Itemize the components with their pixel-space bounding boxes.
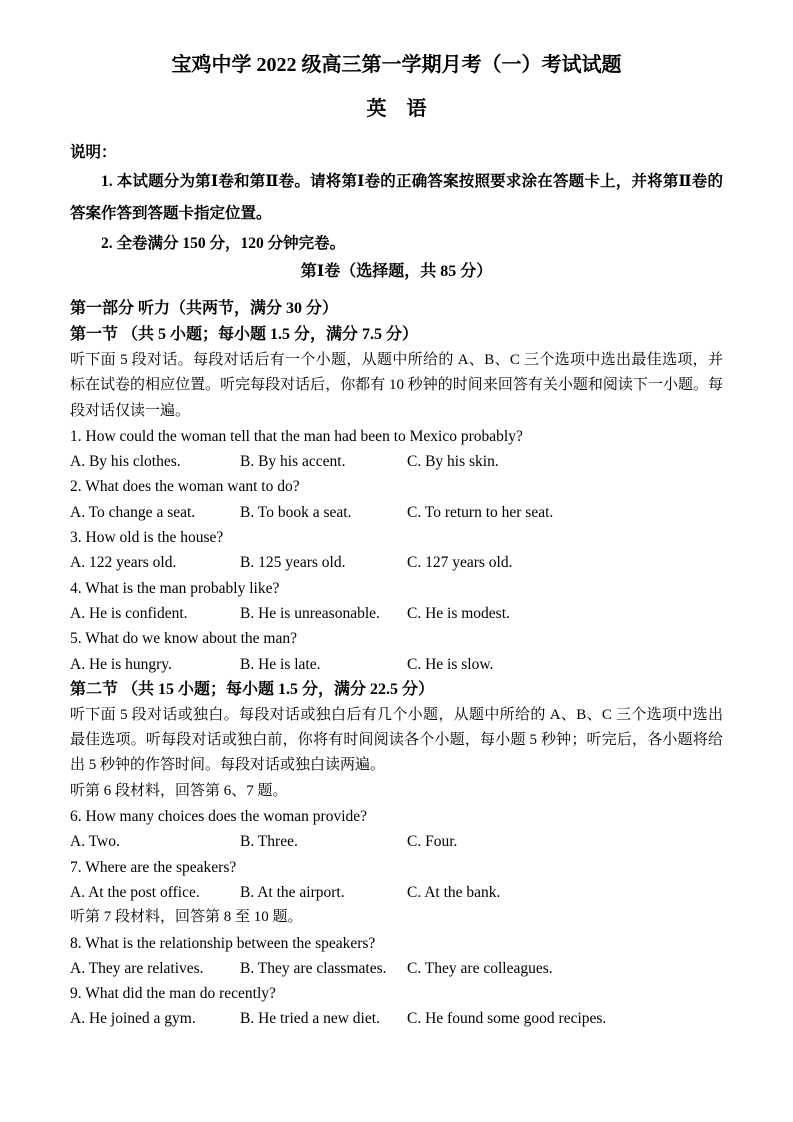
option-c: C. He found some good recipes. [407,1010,607,1028]
options-row [70,880,723,905]
option-a: A. He is hungry. [70,655,172,673]
option-a: A. He joined a gym. [70,1010,196,1028]
instruction-item-2: 2. 全卷满分 150 分，120 分钟完卷。 [101,235,346,252]
option-a: A. By his clothes. [70,453,181,471]
question-4 [70,576,723,627]
options-row [70,550,723,575]
option-c: C. To return to her seat. [407,503,554,521]
volume1-header: 第Ⅰ卷（选择题，共 85 分） [300,263,493,280]
instruction-item-1: 1. 本试题分为第Ⅰ卷和第Ⅱ卷。请将第Ⅰ卷的正确答案按照要求涂在答题卡上，并将第Ⅱ卷的答案作答到答题卡指定位置。 [70,173,723,222]
question-5 [70,626,723,677]
option-b: B. 125 years old. [240,554,346,572]
section2-heading: 第二节 （共 15 小题；每小题 1.5 分，满分 22.5 分） [70,680,435,698]
question-2 [70,474,723,525]
option-c: C. 127 years old. [407,554,513,572]
material-note-6: 听第 6 段材料，回答第 6、7 题。 [70,782,288,799]
question-text: 5. What do we know about the man? [70,630,297,648]
option-a: A. They are relatives. [70,959,204,977]
option-a: A. To change a seat. [70,503,196,521]
section1-heading: 第一节 （共 5 小题；每小题 1.5 分，满分 7.5 分） [70,326,419,343]
material-note-7: 听第 7 段材料，回答第 8 至 10 题。 [70,909,303,926]
option-b: B. They are classmates. [240,959,387,977]
question-text: 8. What is the relationship between the speakers? [70,934,376,952]
options-row [70,829,723,854]
option-a: A. He is confident. [70,604,188,622]
option-c: C. By his skin. [407,453,499,471]
option-c: C. At the bank. [407,883,501,901]
section2-intro: 听下面 5 段对话或独白。每段对话或独白后有几个小题，从题中所给的 A、B、C 三个选项中选出最佳选项。听每段对话或独白前，你将有时间阅读各个小题，每小题 5 秒钟；听完后，各小题将给出 5 秒钟的作答时间。每段对话或独白读两遍。 [70,706,723,774]
subject-title: 英 语 [366,98,427,120]
option-c: C. They are colleagues. [407,959,553,977]
options-row [70,449,723,474]
options-row [70,601,723,626]
question-text: 9. What did the man do recently? [70,985,276,1003]
options-row [70,652,723,677]
options-row [70,1006,723,1031]
option-b: B. Three. [240,833,298,851]
part1-heading: 第一部分 听力（共两节，满分 30 分） [70,300,339,317]
option-b: B. He tried a new diet. [240,1010,380,1028]
options-row [70,956,723,981]
question-3 [70,525,723,576]
option-a: A. At the post office. [70,883,200,901]
question-text: 1. How could the woman tell that the man had been to Mexico probably? [70,427,523,445]
question-text: 4. What is the man probably like? [70,579,280,597]
question-6 [70,804,723,855]
page-title: 宝鸡中学 2022 级高三第一学期月考（一）考试试题 [171,54,622,76]
question-9 [70,981,723,1032]
question-7 [70,855,723,906]
option-c: C. He is slow. [407,655,494,673]
question-text: 6. How many choices does the woman provide? [70,808,368,826]
options-row [70,500,723,525]
question-text: 7. Where are the speakers? [70,858,237,876]
option-b: B. He is unreasonable. [240,604,380,622]
question-text: 2. What does the woman want to do? [70,478,300,496]
question-text: 3. How old is the house? [70,529,224,547]
option-a: A. 122 years old. [70,554,177,572]
option-c: C. Four. [407,833,458,851]
option-c: C. He is modest. [407,604,510,622]
question-8 [70,931,723,982]
option-b: B. At the airport. [240,883,345,901]
question-1 [70,424,723,475]
instructions-label: 说明： [70,144,117,161]
option-b: B. To book a seat. [240,503,352,521]
option-b: B. By his accent. [240,453,346,471]
section1-intro: 听下面 5 段对话。每段对话后有一个小题，从题中所给的 A、B、C 三个选项中选出最佳选项，并标在试卷的相应位置。听完每段对话后，你都有 10 秒钟的时间来回答有关小题和阅读下一小题。每段对话仅读一遍。 [70,352,723,419]
option-a: A. Two. [70,833,120,851]
option-b: B. He is late. [240,655,321,673]
